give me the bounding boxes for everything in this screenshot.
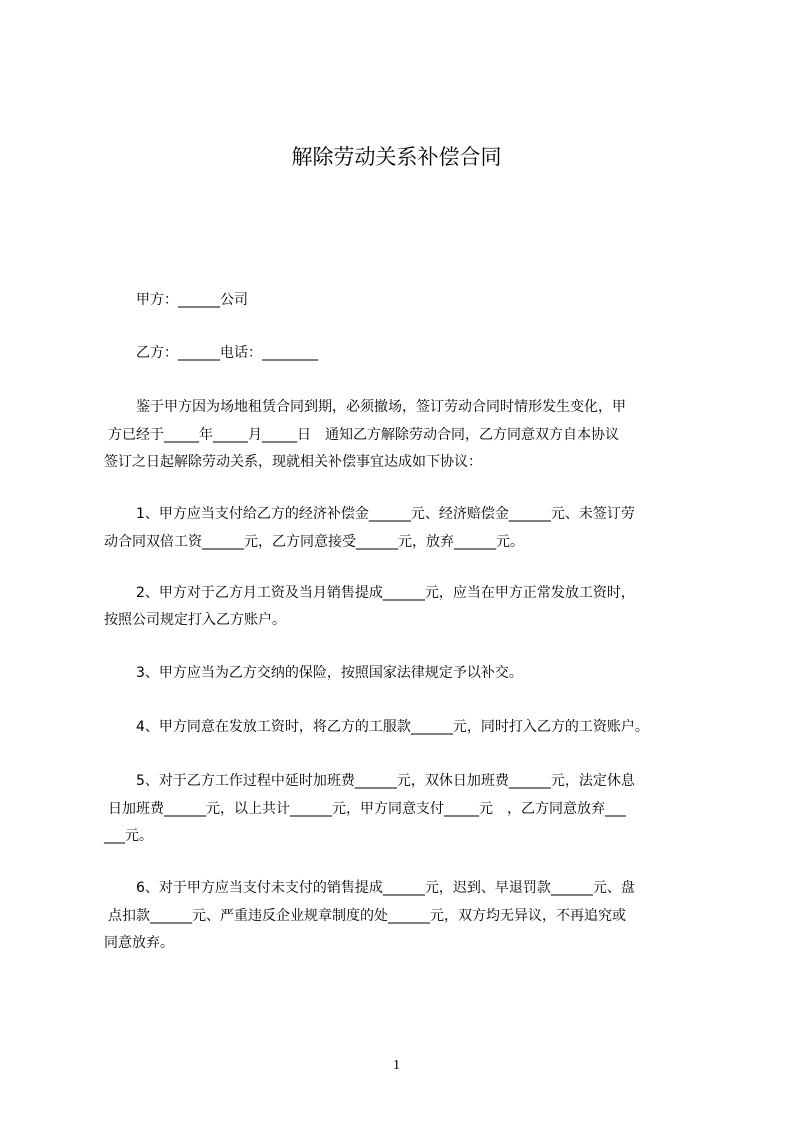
clause-6-line-2: 点扣款______元、严重违反企业规章制度的处______元，双方均无异议，不再追究或 (108, 908, 626, 924)
clause-6-line-3: 同意放弃。 (104, 935, 174, 951)
clause-4-line-1: 4、甲方同意在发放工资时，将乙方的工服款______元，同时打入乙方的工资账户。 (136, 719, 649, 735)
clause-3-line-1: 3、甲方应当为乙方交纳的保险，按照国家法律规定予以补交。 (136, 665, 523, 681)
preamble-line-3: 签订之日起解除劳动关系，现就相关补偿事宜达成如下协议： (104, 454, 482, 470)
clause-2-line-2: 按照公司规定打入乙方账户。 (104, 612, 286, 628)
clause-1-line-2: 动合同双倍工资______元，乙方同意接受______元，放弃______元。 (104, 534, 524, 550)
clause-5-line-1: 5、对于乙方工作过程中延时加班费______元，双休日加班费______元，法定休息 (136, 773, 635, 789)
document-title: 解除劳动关系补偿合同 (291, 145, 502, 169)
party-a-line: 甲方：______公司 (136, 292, 248, 308)
clause-5-line-2: 日加班费______元，以上共计______元，甲方同意支付_____元 ，乙方同意放弃___ (108, 801, 626, 817)
clause-6-line-1: 6、对于甲方应当支付未支付的销售提成______元，迟到、早退罚款______元、盘 (136, 880, 635, 896)
clause-1-line-1: 1、甲方应当支付给乙方的经济补偿金______元、经济赔偿金______元、未签订劳 (136, 506, 635, 522)
preamble-line-1: 鉴于甲方因为场地租赁合同到期，必须撤场，签订劳动合同时情形发生变化，甲 (136, 399, 626, 415)
clause-5-line-3: ___元。 (104, 828, 153, 844)
party-b-line: 乙方：______电话：________ (136, 345, 318, 361)
page-number: 1 (393, 1058, 400, 1073)
preamble-line-2: 方已经于_____年_____月_____日 通知乙方解除劳动合同，乙方同意双方自本协议 (108, 427, 619, 443)
clause-2-line-1: 2、甲方对于乙方月工资及当月销售提成______元，应当在甲方正常发放工资时， (136, 585, 635, 601)
